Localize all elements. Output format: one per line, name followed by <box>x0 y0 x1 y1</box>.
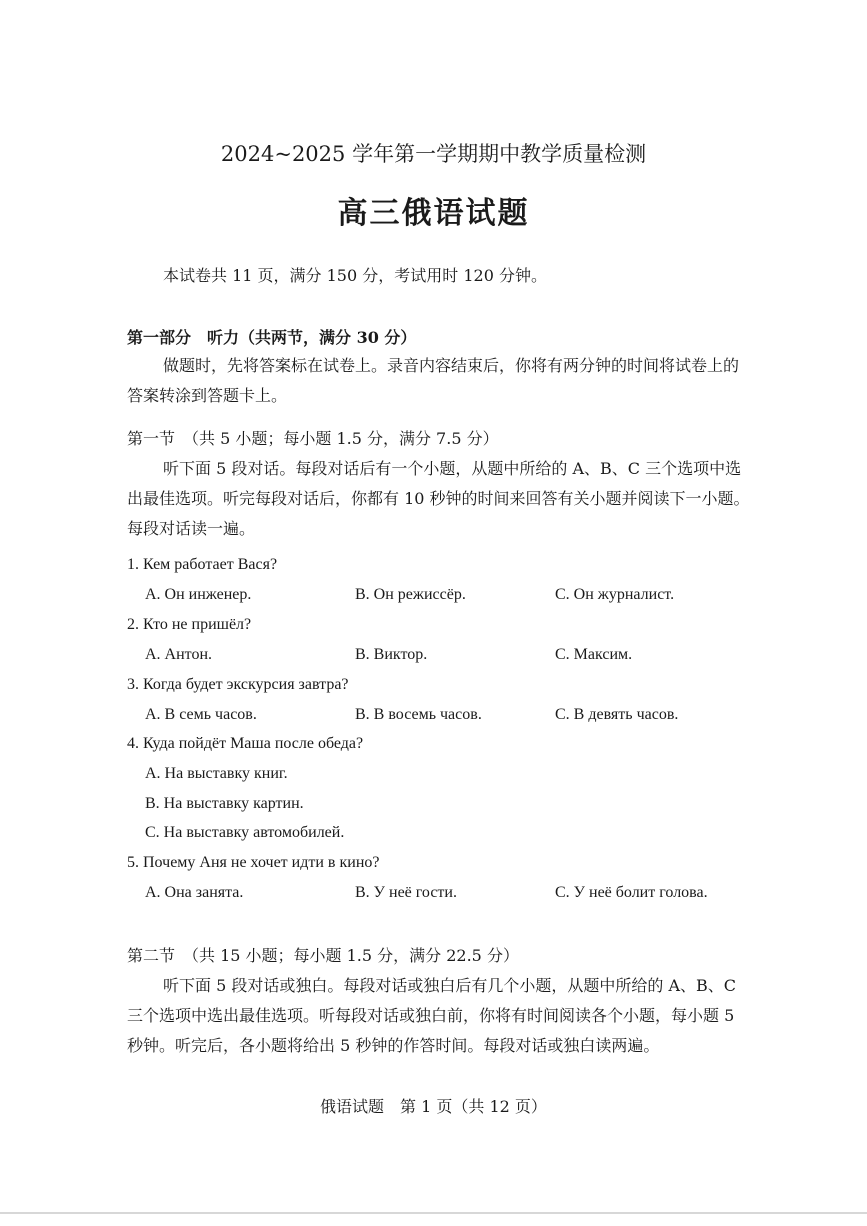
option-b: B. В восемь часов. <box>355 706 482 723</box>
option-a: A. Она занята. <box>145 884 244 901</box>
section1-instruction-line: 每段对话读一遍。 <box>127 519 256 538</box>
section1-instruction-line: 听下面 5 段对话。每段对话后有一个小题，从题中所给的 A、B、C 三个选项中选 <box>163 459 742 478</box>
exam-intro: 本试卷共 11 页，满分 150 分，考试用时 120 分钟。 <box>163 266 547 285</box>
section2-instruction-line: 三个选项中选出最佳选项。听每段对话或独白前，你将有时间阅读各个小题，每小题 5 <box>127 1006 735 1025</box>
question-stem: 3. Когда будет экскурсия завтра? <box>127 676 349 693</box>
exam-title: 2024~2025 学年第一学期期中教学质量检测 <box>220 142 647 166</box>
page-footer: 俄语试题 第 1 页（共 12 页） <box>320 1097 547 1116</box>
option-c: C. На выставку автомобилей. <box>145 824 345 841</box>
option-a: A. Он инженер. <box>145 586 252 603</box>
option-b: B. Он режиссёр. <box>355 586 466 603</box>
option-c: C. У неё болит голова. <box>555 884 708 901</box>
option-c: C. Он журналист. <box>555 586 675 603</box>
option-a: A. В семь часов. <box>145 706 257 723</box>
part1-instruction-line: 答案转涂到答题卡上。 <box>127 386 288 405</box>
section2-heading: 第二节 （共 15 小题；每小题 1.5 分，满分 22.5 分） <box>127 946 519 965</box>
option-b: B. Виктор. <box>355 646 428 663</box>
section2-instruction-line: 秒钟。听完后，各小题将给出 5 秒钟的作答时间。每段对话或独白读两遍。 <box>127 1036 660 1055</box>
option-b: B. На выставку картин. <box>145 795 304 812</box>
option-c: C. Максим. <box>555 646 633 663</box>
option-b: B. У неё гости. <box>355 884 457 901</box>
section1-instruction-line: 出最佳选项。听完每段对话后，你都有 10 秒钟的时间来回答有关小题并阅读下一小题。 <box>127 489 750 508</box>
subject-title: 高三俄语试题 <box>337 196 530 231</box>
option-a: A. Антон. <box>145 646 213 663</box>
option-a: A. На выставку книг. <box>145 765 288 782</box>
question-stem: 5. Почему Аня не хочет идти в кино? <box>127 854 380 871</box>
option-c: C. В девять часов. <box>555 706 679 723</box>
question-stem: 2. Кто не пришёл? <box>127 616 252 633</box>
part1-instruction-line: 做题时，先将答案标在试卷上。录音内容结束后，你将有两分钟的时间将试卷上的 <box>163 356 740 375</box>
section2-instruction-line: 听下面 5 段对话或独白。每段对话或独白后有几个小题，从题中所给的 A、B、C <box>163 976 736 995</box>
bottom-edge-divider <box>0 1212 867 1214</box>
section1-heading: 第一节 （共 5 小题；每小题 1.5 分，满分 7.5 分） <box>127 429 499 448</box>
part1-heading: 第一部分 听力（共两节，满分 30 分） <box>127 328 417 347</box>
question-stem: 1. Кем работает Вася? <box>127 556 278 573</box>
question-stem: 4. Куда пойдёт Маша после обеда? <box>127 735 364 752</box>
